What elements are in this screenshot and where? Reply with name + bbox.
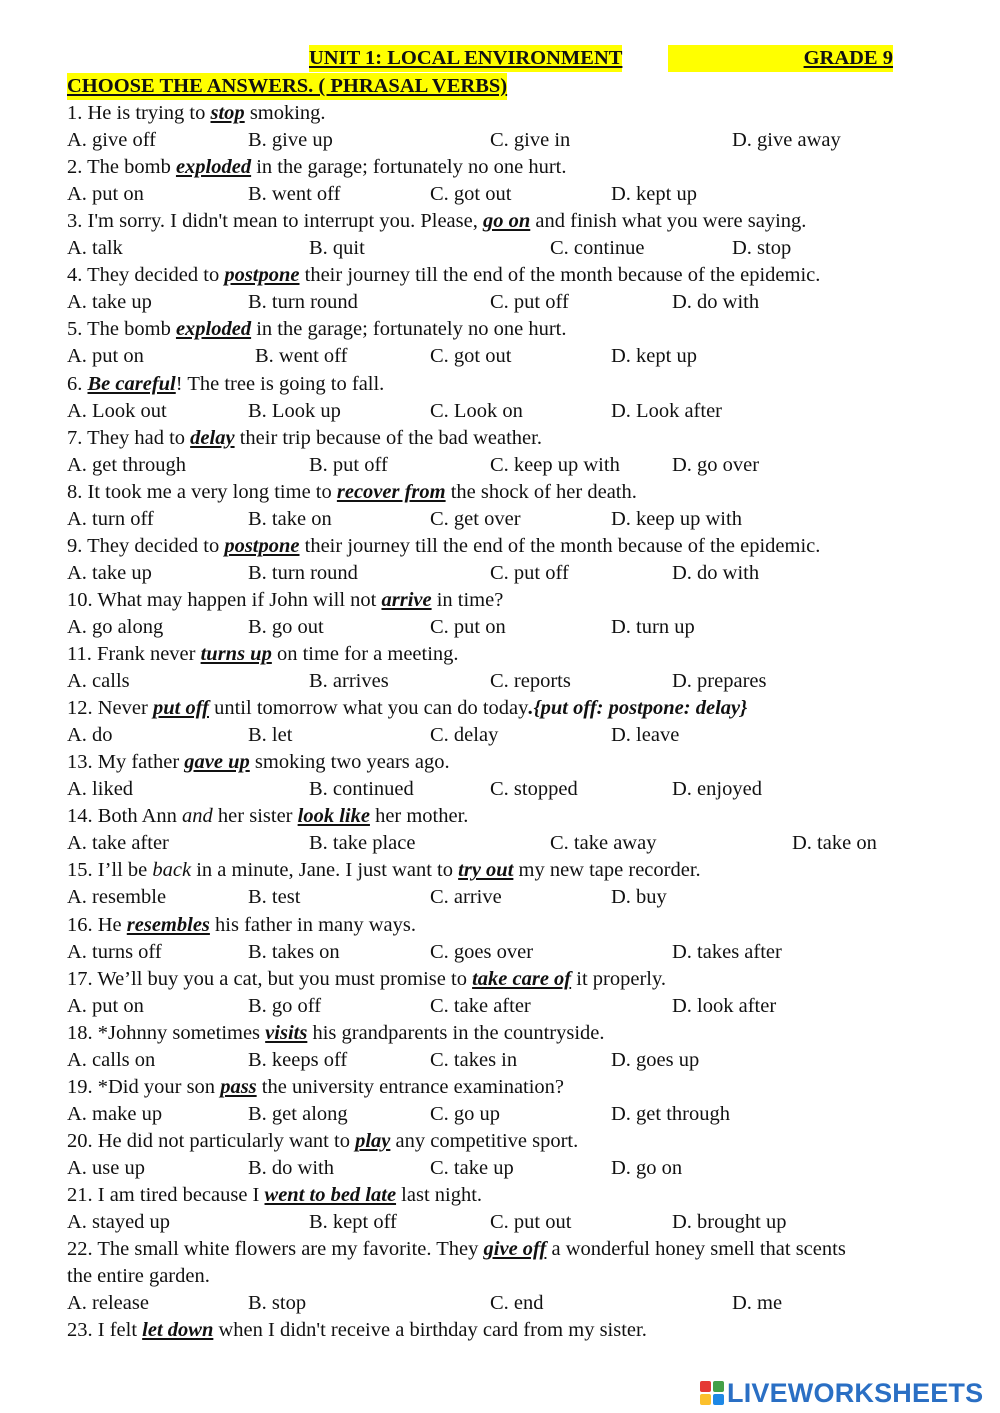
stem-segment: 15. I’ll be (67, 859, 153, 882)
keyword: give off (483, 1238, 547, 1261)
answer-option-a[interactable]: A. talk (67, 237, 123, 260)
answer-option-d[interactable]: D. go on (611, 1156, 683, 1179)
logo-tile (700, 1381, 711, 1392)
stem-segment: his father in many ways. (209, 913, 416, 936)
answer-option-c[interactable]: C. delay (430, 724, 499, 747)
answer-option-d[interactable]: D. do with (672, 291, 760, 314)
keyword: stop (210, 102, 245, 124)
answer-option-b[interactable]: B. take place (309, 832, 416, 855)
answer-option-c[interactable]: C. end (490, 1292, 544, 1315)
answer-option-b[interactable]: B. went off (255, 345, 348, 368)
instruction-heading: CHOOSE THE ANSWERS. ( PHRASAL VERBS) (67, 73, 507, 100)
logo-icon (700, 1381, 724, 1405)
answer-option-d[interactable]: D. do with (672, 561, 760, 584)
answer-option-a[interactable]: A. put on (67, 183, 144, 206)
stem-segment: 20. He did not particularly want to (67, 1129, 356, 1152)
stem-segment: until tomorrow what you can do today (208, 697, 529, 720)
stem-segment: 6. (67, 372, 88, 395)
answer-option-c[interactable]: C. go up (430, 1102, 501, 1125)
answer-option-a[interactable]: A. release (67, 1292, 149, 1315)
answer-option-a[interactable]: A. take after (67, 832, 169, 855)
answer-option-b[interactable]: B. do with (248, 1156, 334, 1179)
keyword: resembles (126, 913, 210, 936)
question-text (67, 154, 566, 181)
question-text (67, 100, 326, 127)
answer-option-c[interactable]: C. take up (430, 1156, 514, 1179)
answer-option-c[interactable]: C. get over (430, 507, 521, 530)
stem-segment: her mother. (369, 805, 469, 828)
answer-option-a[interactable]: A. liked (67, 778, 134, 801)
answer-option-d[interactable]: D. go over (672, 453, 760, 476)
answer-option-d[interactable]: D. kept up (611, 183, 697, 206)
question-text (67, 371, 384, 398)
stem-segment: smoking two years ago. (249, 751, 450, 774)
stem-segment: 16. He (67, 913, 127, 936)
answer-option-d[interactable]: D. stop (732, 237, 792, 260)
keyword: postpone (224, 534, 300, 557)
answer-option-b[interactable]: B. quit (309, 237, 365, 260)
answer-option-c[interactable]: C. goes over (430, 940, 534, 963)
answer-option-d[interactable]: D. Look after (611, 399, 722, 422)
stem-segment: 3. I'm sorry. I didn't mean to interrupt you. Please, (67, 210, 483, 233)
answer-option-a[interactable]: A. stayed up (67, 1211, 171, 1234)
answer-option-a[interactable]: A. put on (67, 994, 144, 1017)
stem-segment: 7. They had to (67, 426, 191, 449)
logo-brand-text: LIVEWORKSHEETS (727, 1377, 984, 1408)
answer-option-b[interactable]: B. go out (248, 615, 324, 638)
stem-segment: in a minute, Jane. I just want to (191, 859, 459, 882)
answer-option-b[interactable]: B. put off (309, 453, 388, 476)
stem-segment: their trip because of the bad weather. (234, 426, 542, 449)
answer-option-b[interactable]: B. turn round (248, 291, 358, 314)
question-text (67, 262, 820, 289)
stem-segment: 5. The bomb (67, 318, 176, 341)
question-text (67, 1317, 647, 1344)
question-text (67, 1020, 605, 1047)
answer-option-d[interactable]: D. kept up (611, 345, 697, 368)
question-text (67, 641, 459, 668)
answer-option-b[interactable]: B. went off (248, 183, 341, 206)
stem-segment: 4. They decided to (67, 264, 225, 287)
answer-option-c[interactable]: C. take after (430, 994, 531, 1017)
keyword: delay (190, 426, 235, 449)
stem-segment: 18. *Johnny sometimes (67, 1021, 266, 1044)
stem-segment: 1. He is trying to (67, 102, 211, 124)
stem-segment: in the garage; fortunately no one hurt. (251, 318, 567, 341)
answer-option-d[interactable]: D. takes after (672, 940, 782, 963)
stem-segment: and (182, 805, 213, 828)
keyword: try out (458, 859, 514, 882)
keyword: postpone (224, 264, 300, 287)
stem-segment: ! The tree is going to fall. (175, 372, 385, 395)
answer-option-a[interactable]: A. turn off (67, 507, 154, 530)
question-text (67, 587, 503, 614)
answer-option-a[interactable]: A. give off (67, 129, 157, 152)
answer-option-c[interactable]: C. take away (550, 832, 657, 855)
answer-option-c[interactable]: C. put off (490, 561, 569, 584)
answer-option-c[interactable]: C. continue (550, 237, 645, 260)
grade-label: GRADE 9 (668, 45, 893, 72)
answer-option-b[interactable]: B. take on (248, 507, 332, 530)
answer-option-a[interactable]: A. resemble (67, 886, 167, 909)
stem-segment: his grandparents in the countryside. (307, 1021, 605, 1044)
question-text (67, 1128, 578, 1155)
answer-option-b[interactable]: B. Look up (248, 399, 341, 422)
keyword: play (355, 1129, 391, 1152)
logo-tile (713, 1381, 724, 1392)
question-text (67, 479, 637, 506)
answer-option-a[interactable]: A. make up (67, 1102, 163, 1125)
answer-option-d[interactable]: D. look after (672, 994, 777, 1017)
keyword: turns up (200, 643, 272, 665)
answer-option-a[interactable]: A. calls on (67, 1048, 156, 1071)
question-text (67, 857, 701, 884)
answer-option-a[interactable]: A. put on (67, 345, 144, 368)
answer-option-d[interactable]: D. give away (732, 129, 841, 152)
answer-option-d[interactable]: D. buy (611, 886, 667, 909)
question-text (67, 1074, 564, 1101)
answer-option-c[interactable]: C. keep up with (490, 453, 620, 476)
answer-option-d[interactable]: D. enjoyed (672, 778, 762, 801)
stem-segment: the shock of her death. (445, 480, 637, 503)
answer-option-d[interactable]: D. keep up with (611, 507, 742, 530)
answer-option-b[interactable]: B. takes on (248, 940, 340, 963)
stem-segment: my new tape recorder. (513, 859, 701, 882)
answer-option-b[interactable]: B. turn round (248, 561, 358, 584)
keyword: recover from (336, 480, 446, 503)
question-text (67, 1236, 846, 1263)
answer-option-c[interactable]: C. got out (430, 183, 512, 206)
stem-segment: 23. I felt (67, 1319, 143, 1342)
answer-option-d[interactable]: D. prepares (672, 670, 767, 693)
question-text (67, 533, 820, 560)
stem-segment: 13. My father (67, 751, 185, 774)
answer-option-b[interactable]: B. let (248, 724, 293, 747)
keyword: look like (297, 805, 370, 828)
answer-option-b[interactable]: B. stop (248, 1292, 307, 1315)
stem-segment: it properly. (571, 967, 667, 990)
answer-option-a[interactable]: A. calls (67, 670, 130, 693)
stem-segment: when I didn't receive a birthday card from my sister. (213, 1319, 647, 1342)
answer-option-d[interactable]: D. leave (611, 724, 680, 747)
question-text-continued: the entire garden. (67, 1265, 210, 1288)
answer-option-b[interactable]: B. keeps off (248, 1048, 348, 1071)
keyword: gave up (184, 751, 250, 774)
question-text (67, 208, 806, 235)
stem-segment: 14. Both Ann (67, 805, 183, 828)
answer-option-a[interactable]: A. Look out (67, 399, 167, 422)
logo-tile (700, 1394, 711, 1405)
answer-option-c[interactable]: C. got out (430, 345, 512, 368)
keyword: went to bed late (264, 1184, 397, 1206)
answer-option-a[interactable]: A. use up (67, 1156, 146, 1179)
stem-segment: 2. The bomb (67, 156, 176, 179)
answer-option-b[interactable]: B. kept off (309, 1211, 397, 1234)
unit-title: UNIT 1: LOCAL ENVIRONMENT (309, 45, 622, 72)
stem-segment: and finish what you were saying. (530, 210, 807, 233)
keyword: let down (142, 1319, 214, 1342)
stem-segment: last night. (396, 1184, 483, 1206)
answer-option-c[interactable]: C. takes in (430, 1048, 518, 1071)
answer-option-b[interactable]: B. go off (248, 994, 322, 1017)
keyword: visits (265, 1021, 308, 1044)
keyword: Be careful (87, 372, 176, 395)
answer-option-b[interactable]: B. get along (248, 1102, 348, 1125)
stem-segment: a wonderful honey smell that scents (546, 1238, 846, 1261)
stem-segment: back (152, 859, 192, 882)
answer-option-b[interactable]: B. test (248, 886, 301, 909)
stem-segment: in the garage; fortunately no one hurt. (251, 156, 567, 179)
keyword: go on (482, 210, 531, 233)
stem-segment: on time for a meeting. (271, 643, 459, 665)
answer-option-c[interactable]: C. put off (490, 291, 569, 314)
question-text (67, 912, 416, 939)
question-text (67, 803, 468, 830)
liveworksheets-logo (700, 1378, 983, 1408)
answer-option-d[interactable]: D. goes up (611, 1048, 700, 1071)
answer-option-d[interactable]: D. turn up (611, 615, 695, 638)
answer-option-d[interactable]: D. me (732, 1292, 783, 1315)
stem-segment: in time? (431, 588, 504, 611)
answer-option-d[interactable]: D. take on (792, 832, 877, 855)
stem-segment: 9. They decided to (67, 534, 225, 557)
keyword: pass (220, 1075, 257, 1098)
answer-option-c[interactable]: C. reports (490, 670, 571, 693)
answer-option-a[interactable]: A. get through (67, 453, 186, 476)
answer-option-b[interactable]: B. give up (248, 129, 333, 152)
logo-tile (713, 1394, 724, 1405)
answer-option-d[interactable]: D. get through (611, 1102, 730, 1125)
stem-segment: her sister (212, 805, 298, 828)
stem-segment: their journey till the end of the month because of the epidemic. (299, 264, 821, 287)
answer-option-b[interactable]: B. arrives (309, 670, 389, 693)
keyword: exploded (175, 318, 252, 341)
note-text: .{put off: postpone: delay} (528, 697, 748, 720)
answer-option-c[interactable]: C. arrive (430, 886, 502, 909)
answer-option-c[interactable]: C. put out (490, 1211, 572, 1234)
answer-option-b[interactable]: B. continued (309, 778, 414, 801)
question-text (67, 749, 450, 776)
answer-option-d[interactable]: D. brought up (672, 1211, 787, 1234)
answer-option-c[interactable]: C. give in (490, 129, 571, 152)
answer-option-a[interactable]: A. take up (67, 561, 152, 584)
question-text (67, 695, 747, 722)
stem-segment: 22. The small white flowers are my favorite. They (67, 1238, 484, 1261)
stem-segment: 21. I am tired because I (67, 1184, 265, 1206)
answer-option-a[interactable]: A. go along (67, 615, 164, 638)
answer-option-c[interactable]: C. Look on (430, 399, 523, 422)
stem-segment: 8. It took me a very long time to (67, 480, 337, 503)
stem-segment: 17. We’ll buy you a cat, but you must promise to (67, 967, 473, 990)
stem-segment: any competitive sport. (390, 1129, 579, 1152)
stem-segment: smoking. (244, 102, 326, 124)
stem-segment: their journey till the end of the month because of the epidemic. (299, 534, 821, 557)
answer-option-a[interactable]: A. take up (67, 291, 152, 314)
question-text (67, 1182, 482, 1209)
keyword: take care of (472, 967, 572, 990)
answer-option-c[interactable]: C. stopped (490, 778, 578, 801)
keyword: exploded (175, 156, 252, 179)
answer-option-a[interactable]: A. do (67, 724, 113, 747)
stem-segment: 11. Frank never (67, 643, 201, 665)
stem-segment: 12. Never (67, 697, 153, 720)
keyword: arrive (381, 588, 432, 611)
question-text (67, 425, 542, 452)
stem-segment: 19. *Did your son (67, 1075, 221, 1098)
question-text (67, 316, 566, 343)
keyword: put off (152, 697, 209, 720)
answer-option-a[interactable]: A. turns off (67, 940, 162, 963)
answer-option-c[interactable]: C. put on (430, 615, 506, 638)
stem-segment: 10. What may happen if John will not (67, 588, 382, 611)
question-text (67, 966, 666, 993)
stem-segment: the university entrance examination? (256, 1075, 565, 1098)
